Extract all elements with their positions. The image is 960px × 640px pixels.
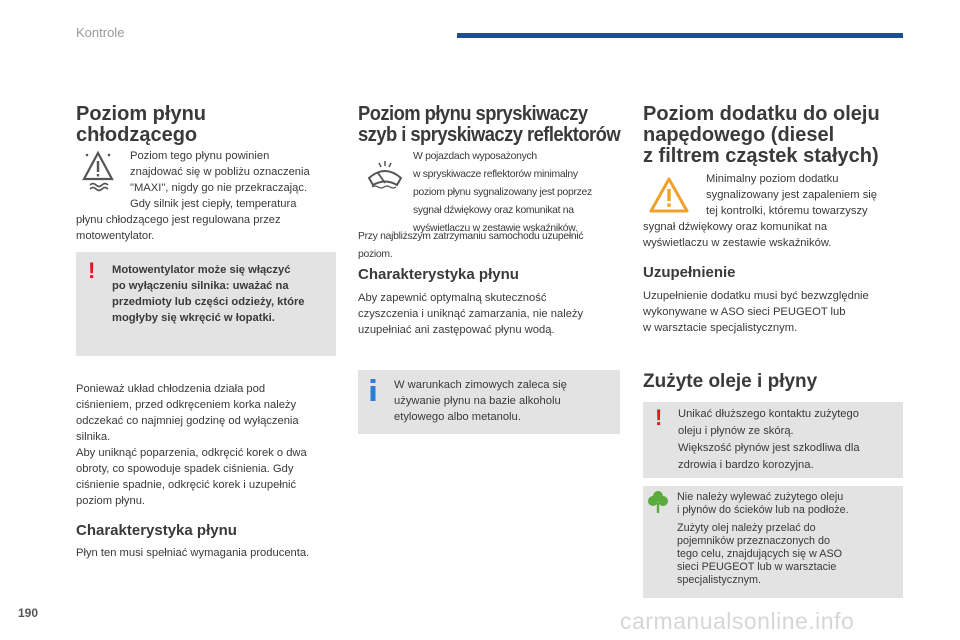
coolant-title: Poziom płynu chłodzącego [76,103,206,146]
refill-title: Uzupełnienie [643,264,736,281]
additive-intro: sygnał dźwiękowy oraz komunikat na wyświetlaczu w zestawie wskaźników. [643,221,832,249]
refill-text: Uzupełnienie dodatku musi być bezwzględnie wykonywane w ASO sieci PEUGEOT lub w warsztacie specjalistycznym. [643,290,869,334]
washer-spec-text: Aby zapewnić optymalną skuteczność czyszczenia i uniknąć zamarzania, nie należy uzupełniać ani zastępować płynu wodą. [358,292,584,336]
eco-text-2: Zużyty olej należy przelać do pojemników przeznaczonych do tego celu, znajdujących się w ASO sieci PEUGEOT lub w warsztacie specjalistycznym. [677,522,843,586]
warning-exclamation-icon: ! [655,405,663,430]
winter-info-text: W warunkach zimowych zaleca się używanie płynu na bazie alkoholu etylowego albo metanolu. [394,379,567,423]
additive-title: Poziom dodatku do oleju napędowego (diesel z filtrem cząstek stałych) [643,103,880,167]
washer-fluid-icon [366,156,404,190]
washer-intro-indented: W pojazdach wyposażonych w spryskiwacze reflektorów minimalny poziom płynu sygnalizowany jest poprzez sygnał dźwiękowy oraz komunikat na wyświetlaczu w zestawie wskaźników. [413,151,592,234]
coolant-warning-icon [82,150,114,192]
washer-spec-title: Charakterystyka płynu [358,266,519,283]
info-icon [368,379,378,401]
used-oils-title: Zużyte oleje i płyny [643,371,818,392]
used-oil-warning-text: Unikać dłuższego kontaktu zużytego oleju i płynów ze skórą. Większość płynów jest szkodliwa dla zdrowia i bardzo korozyjna. [678,408,860,471]
tree-icon [648,490,668,514]
additive-intro-indented: Minimalny poziom dodatku sygnalizowany jest zapaleniem się tej kontrolki, któremu towarzyszy [706,173,878,217]
coolant-spec-title: Charakterystyka płynu [76,522,237,539]
coolant-spec-text: Płyn ten musi spełniać wymagania producenta. [76,547,310,559]
section-title: Kontrole [76,25,125,40]
watermark: carmanualsonline.info [620,608,855,634]
coolant-intro: płynu chłodzącego jest regulowana przez motowentylator. [76,214,281,242]
header-accent-bar [457,33,903,38]
warning-exclamation-icon: ! [88,258,96,283]
fan-warning-text: Motowentylator może się włączyć po wyłączeniu silnika: uważać na przedmioty lub części odzieży, które mogłyby się wkręcić w łopatki. [112,264,305,324]
page-number: 190 [18,606,39,620]
additive-warning-triangle-icon [648,176,690,214]
coolant-pressure-text: Ponieważ układ chłodzenia działa pod ciśnieniem, przed odkręceniem korka należy odczekać co najmniej godzinę od wyłączenia silnika. Aby uniknąć poparzenia, odkręcić korek o dwa obroty, co spowoduje spadek ciśnienia. Gdy ciśnienie spadnie, odkręcić korek i uzupełnić poziom płynu. [76,383,307,507]
washer-title: Poziom płynu spryskiwaczy szyb i spryskiwaczy reflektorów [358,103,621,146]
eco-text-1: Nie należy wylewać zużytego oleju i płynów do ścieków lub na podłoże. [677,491,849,516]
washer-intro: Przy najbliższym zatrzymaniu samochodu uzupełnić poziom. [358,231,584,260]
coolant-intro-indented: Poziom tego płynu powinien znajdować się w pobliżu oznaczenia "MAXI", nigdy go nie przekraczając. Gdy silnik jest ciepły, temperatura [130,150,310,210]
